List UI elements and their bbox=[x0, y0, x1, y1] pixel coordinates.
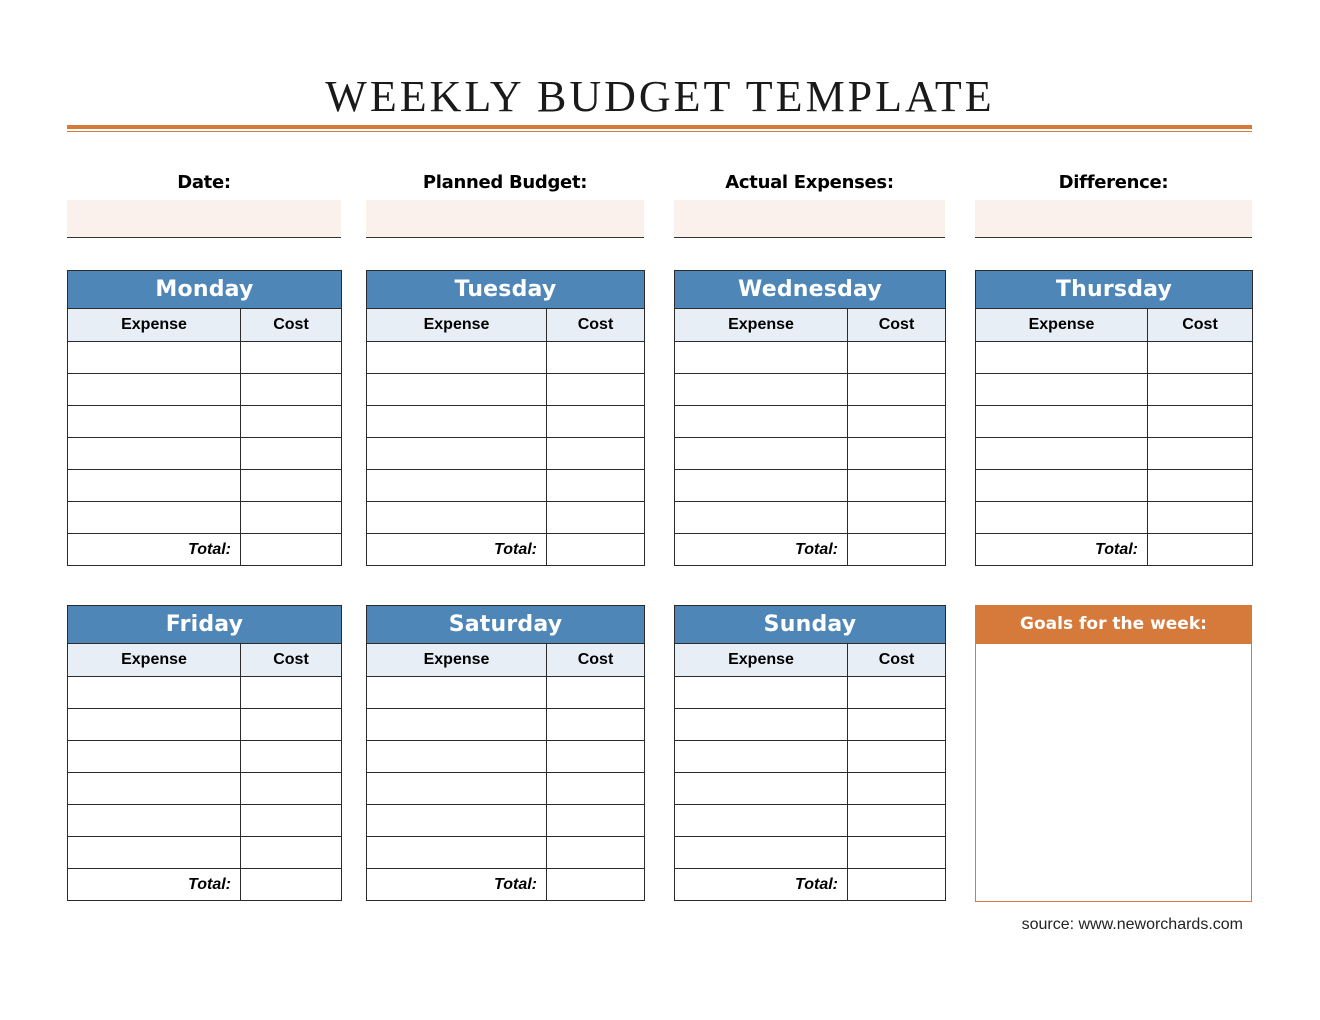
cost-cell[interactable] bbox=[848, 406, 946, 438]
expense-cell[interactable] bbox=[367, 342, 547, 374]
cost-cell[interactable] bbox=[848, 342, 946, 374]
expense-cell[interactable] bbox=[68, 773, 241, 805]
cost-column-header: Cost bbox=[241, 644, 342, 677]
cost-cell[interactable] bbox=[1148, 374, 1253, 406]
page-title: WEEKLY BUDGET TEMPLATE bbox=[325, 72, 995, 121]
expense-cell[interactable] bbox=[976, 438, 1148, 470]
expense-row bbox=[68, 374, 342, 406]
cost-cell[interactable] bbox=[241, 741, 342, 773]
expense-row bbox=[68, 805, 342, 837]
cost-cell[interactable] bbox=[848, 438, 946, 470]
day-header-wednesday: Wednesday bbox=[675, 271, 946, 309]
planned-budget-label: Planned Budget: bbox=[422, 172, 588, 193]
expense-cell[interactable] bbox=[675, 406, 848, 438]
cost-column-header: Cost bbox=[848, 309, 946, 342]
cost-cell[interactable] bbox=[547, 837, 645, 869]
cost-cell[interactable] bbox=[1148, 406, 1253, 438]
expense-cell[interactable] bbox=[68, 374, 241, 406]
expense-cell[interactable] bbox=[367, 502, 547, 534]
total-cost-cell[interactable] bbox=[848, 534, 946, 566]
expense-cell[interactable] bbox=[976, 406, 1148, 438]
cost-cell[interactable] bbox=[547, 677, 645, 709]
expense-row bbox=[68, 438, 342, 470]
total-label: Total: bbox=[367, 869, 547, 901]
expense-row bbox=[976, 438, 1253, 470]
title-divider-thin bbox=[67, 131, 1252, 132]
expense-column-header: Expense bbox=[367, 644, 547, 677]
friday-table bbox=[67, 605, 342, 901]
cost-cell[interactable] bbox=[1148, 502, 1253, 534]
expense-cell[interactable] bbox=[976, 374, 1148, 406]
expense-cell[interactable] bbox=[675, 837, 848, 869]
expense-row bbox=[675, 374, 946, 406]
cost-cell[interactable] bbox=[848, 773, 946, 805]
cost-cell[interactable] bbox=[547, 773, 645, 805]
expense-cell[interactable] bbox=[367, 773, 547, 805]
expense-cell[interactable] bbox=[68, 741, 241, 773]
day-header-sunday: Sunday bbox=[675, 606, 946, 644]
expense-cell[interactable] bbox=[976, 502, 1148, 534]
cost-cell[interactable] bbox=[848, 741, 946, 773]
expense-cell[interactable] bbox=[68, 438, 241, 470]
expense-row bbox=[68, 837, 342, 869]
cost-cell[interactable] bbox=[547, 406, 645, 438]
expense-cell[interactable] bbox=[976, 342, 1148, 374]
expense-cell[interactable] bbox=[675, 470, 848, 502]
expense-column-header: Expense bbox=[68, 309, 241, 342]
cost-column-header: Cost bbox=[547, 309, 645, 342]
expense-cell[interactable] bbox=[367, 709, 547, 741]
expense-column-header: Expense bbox=[976, 309, 1148, 342]
cost-column-header: Cost bbox=[241, 309, 342, 342]
expense-cell[interactable] bbox=[68, 805, 241, 837]
saturday-table bbox=[366, 605, 645, 901]
expense-row bbox=[675, 406, 946, 438]
expense-row bbox=[675, 470, 946, 502]
expense-row bbox=[367, 773, 645, 805]
expense-cell[interactable] bbox=[68, 677, 241, 709]
expense-row bbox=[675, 342, 946, 374]
actual-expenses-label: Actual Expenses: bbox=[725, 172, 894, 193]
source-credit: source: www.neworchards.com bbox=[1021, 916, 1243, 933]
cost-cell[interactable] bbox=[547, 470, 645, 502]
expense-column-header: Expense bbox=[68, 644, 241, 677]
cost-column-header: Cost bbox=[547, 644, 645, 677]
expense-column-header: Expense bbox=[675, 644, 848, 677]
cost-cell[interactable] bbox=[547, 502, 645, 534]
expense-cell[interactable] bbox=[367, 470, 547, 502]
expense-row bbox=[976, 342, 1253, 374]
cost-cell[interactable] bbox=[848, 709, 946, 741]
goals-box[interactable] bbox=[975, 605, 1252, 902]
expense-cell[interactable] bbox=[675, 374, 848, 406]
expense-cell[interactable] bbox=[675, 805, 848, 837]
expense-row bbox=[367, 677, 645, 709]
expense-cell[interactable] bbox=[675, 741, 848, 773]
cost-cell[interactable] bbox=[1148, 438, 1253, 470]
expense-row bbox=[68, 502, 342, 534]
expense-row bbox=[367, 438, 645, 470]
cost-cell[interactable] bbox=[848, 837, 946, 869]
cost-cell[interactable] bbox=[848, 677, 946, 709]
expense-row bbox=[68, 677, 342, 709]
cost-cell[interactable] bbox=[547, 805, 645, 837]
date-label: Date: bbox=[177, 172, 231, 193]
expense-cell[interactable] bbox=[68, 470, 241, 502]
cost-cell[interactable] bbox=[241, 709, 342, 741]
thursday-table bbox=[975, 270, 1253, 566]
expense-row bbox=[68, 773, 342, 805]
expense-cell[interactable] bbox=[675, 438, 848, 470]
expense-cell[interactable] bbox=[367, 374, 547, 406]
expense-row bbox=[675, 805, 946, 837]
total-label: Total: bbox=[976, 534, 1148, 566]
expense-row bbox=[68, 470, 342, 502]
expense-row bbox=[675, 773, 946, 805]
expense-cell[interactable] bbox=[367, 406, 547, 438]
day-header-friday: Friday bbox=[68, 606, 342, 644]
expense-cell[interactable] bbox=[68, 406, 241, 438]
expense-row bbox=[675, 709, 946, 741]
expense-cell[interactable] bbox=[68, 837, 241, 869]
expense-cell[interactable] bbox=[976, 470, 1148, 502]
expense-cell[interactable] bbox=[367, 837, 547, 869]
cost-cell[interactable] bbox=[848, 470, 946, 502]
total-label: Total: bbox=[68, 534, 241, 566]
cost-cell[interactable] bbox=[1148, 470, 1253, 502]
expense-cell[interactable] bbox=[68, 342, 241, 374]
cost-cell[interactable] bbox=[547, 438, 645, 470]
expense-column-header: Expense bbox=[675, 309, 848, 342]
expense-row bbox=[675, 502, 946, 534]
expense-cell[interactable] bbox=[675, 773, 848, 805]
cost-cell[interactable] bbox=[547, 741, 645, 773]
expense-row bbox=[68, 741, 342, 773]
expense-cell[interactable] bbox=[675, 342, 848, 374]
day-header-thursday: Thursday bbox=[976, 271, 1253, 309]
cost-cell[interactable] bbox=[241, 374, 342, 406]
expense-row bbox=[367, 502, 645, 534]
cost-cell[interactable] bbox=[848, 374, 946, 406]
cost-cell[interactable] bbox=[241, 677, 342, 709]
expense-cell[interactable] bbox=[68, 709, 241, 741]
expense-cell[interactable] bbox=[367, 741, 547, 773]
total-cost-cell[interactable] bbox=[848, 869, 946, 901]
actual-expenses-field[interactable] bbox=[674, 200, 945, 238]
day-header-saturday: Saturday bbox=[367, 606, 645, 644]
total-label: Total: bbox=[675, 869, 848, 901]
monday-table bbox=[67, 270, 342, 566]
title-divider bbox=[67, 125, 1252, 129]
cost-column-header: Cost bbox=[848, 644, 946, 677]
expense-row bbox=[68, 406, 342, 438]
expense-row bbox=[367, 741, 645, 773]
expense-row bbox=[976, 502, 1253, 534]
total-cost-cell[interactable] bbox=[1148, 534, 1253, 566]
total-cost-cell[interactable] bbox=[241, 534, 342, 566]
cost-cell[interactable] bbox=[1148, 342, 1253, 374]
expense-row bbox=[367, 374, 645, 406]
cost-cell[interactable] bbox=[241, 470, 342, 502]
date-field[interactable] bbox=[67, 200, 341, 238]
total-cost-cell[interactable] bbox=[547, 869, 645, 901]
cost-cell[interactable] bbox=[848, 805, 946, 837]
expense-row bbox=[675, 438, 946, 470]
expense-row bbox=[68, 709, 342, 741]
expense-row bbox=[675, 741, 946, 773]
expense-row bbox=[976, 374, 1253, 406]
expense-cell[interactable] bbox=[68, 502, 241, 534]
cost-cell[interactable] bbox=[547, 342, 645, 374]
day-header-monday: Monday bbox=[68, 271, 342, 309]
expense-row bbox=[367, 470, 645, 502]
cost-cell[interactable] bbox=[241, 773, 342, 805]
sunday-table bbox=[674, 605, 946, 901]
cost-cell[interactable] bbox=[241, 502, 342, 534]
cost-cell[interactable] bbox=[241, 406, 342, 438]
expense-row bbox=[367, 805, 645, 837]
cost-cell[interactable] bbox=[241, 805, 342, 837]
total-cost-cell[interactable] bbox=[241, 869, 342, 901]
cost-cell[interactable] bbox=[547, 709, 645, 741]
expense-row bbox=[367, 837, 645, 869]
expense-row bbox=[68, 342, 342, 374]
cost-cell[interactable] bbox=[848, 502, 946, 534]
cost-cell[interactable] bbox=[241, 342, 342, 374]
total-label: Total: bbox=[675, 534, 848, 566]
expense-row bbox=[675, 837, 946, 869]
expense-column-header: Expense bbox=[367, 309, 547, 342]
cost-cell[interactable] bbox=[241, 438, 342, 470]
day-header-tuesday: Tuesday bbox=[367, 271, 645, 309]
cost-cell[interactable] bbox=[241, 837, 342, 869]
expense-cell[interactable] bbox=[367, 677, 547, 709]
total-label: Total: bbox=[68, 869, 241, 901]
expense-cell[interactable] bbox=[675, 709, 848, 741]
total-cost-cell[interactable] bbox=[547, 534, 645, 566]
total-label: Total: bbox=[367, 534, 547, 566]
planned-budget-field[interactable] bbox=[366, 200, 644, 238]
expense-row bbox=[367, 709, 645, 741]
expense-cell[interactable] bbox=[675, 677, 848, 709]
expense-row bbox=[675, 677, 946, 709]
goals-header: Goals for the week: bbox=[976, 606, 1251, 644]
expense-row bbox=[976, 406, 1253, 438]
difference-field[interactable] bbox=[975, 200, 1252, 238]
difference-label: Difference: bbox=[1058, 172, 1169, 193]
cost-cell[interactable] bbox=[547, 374, 645, 406]
expense-row bbox=[367, 406, 645, 438]
expense-row bbox=[976, 470, 1253, 502]
wednesday-table bbox=[674, 270, 946, 566]
expense-cell[interactable] bbox=[367, 805, 547, 837]
expense-row bbox=[367, 342, 645, 374]
expense-cell[interactable] bbox=[675, 502, 848, 534]
expense-cell[interactable] bbox=[367, 438, 547, 470]
cost-column-header: Cost bbox=[1148, 309, 1253, 342]
tuesday-table bbox=[366, 270, 645, 566]
